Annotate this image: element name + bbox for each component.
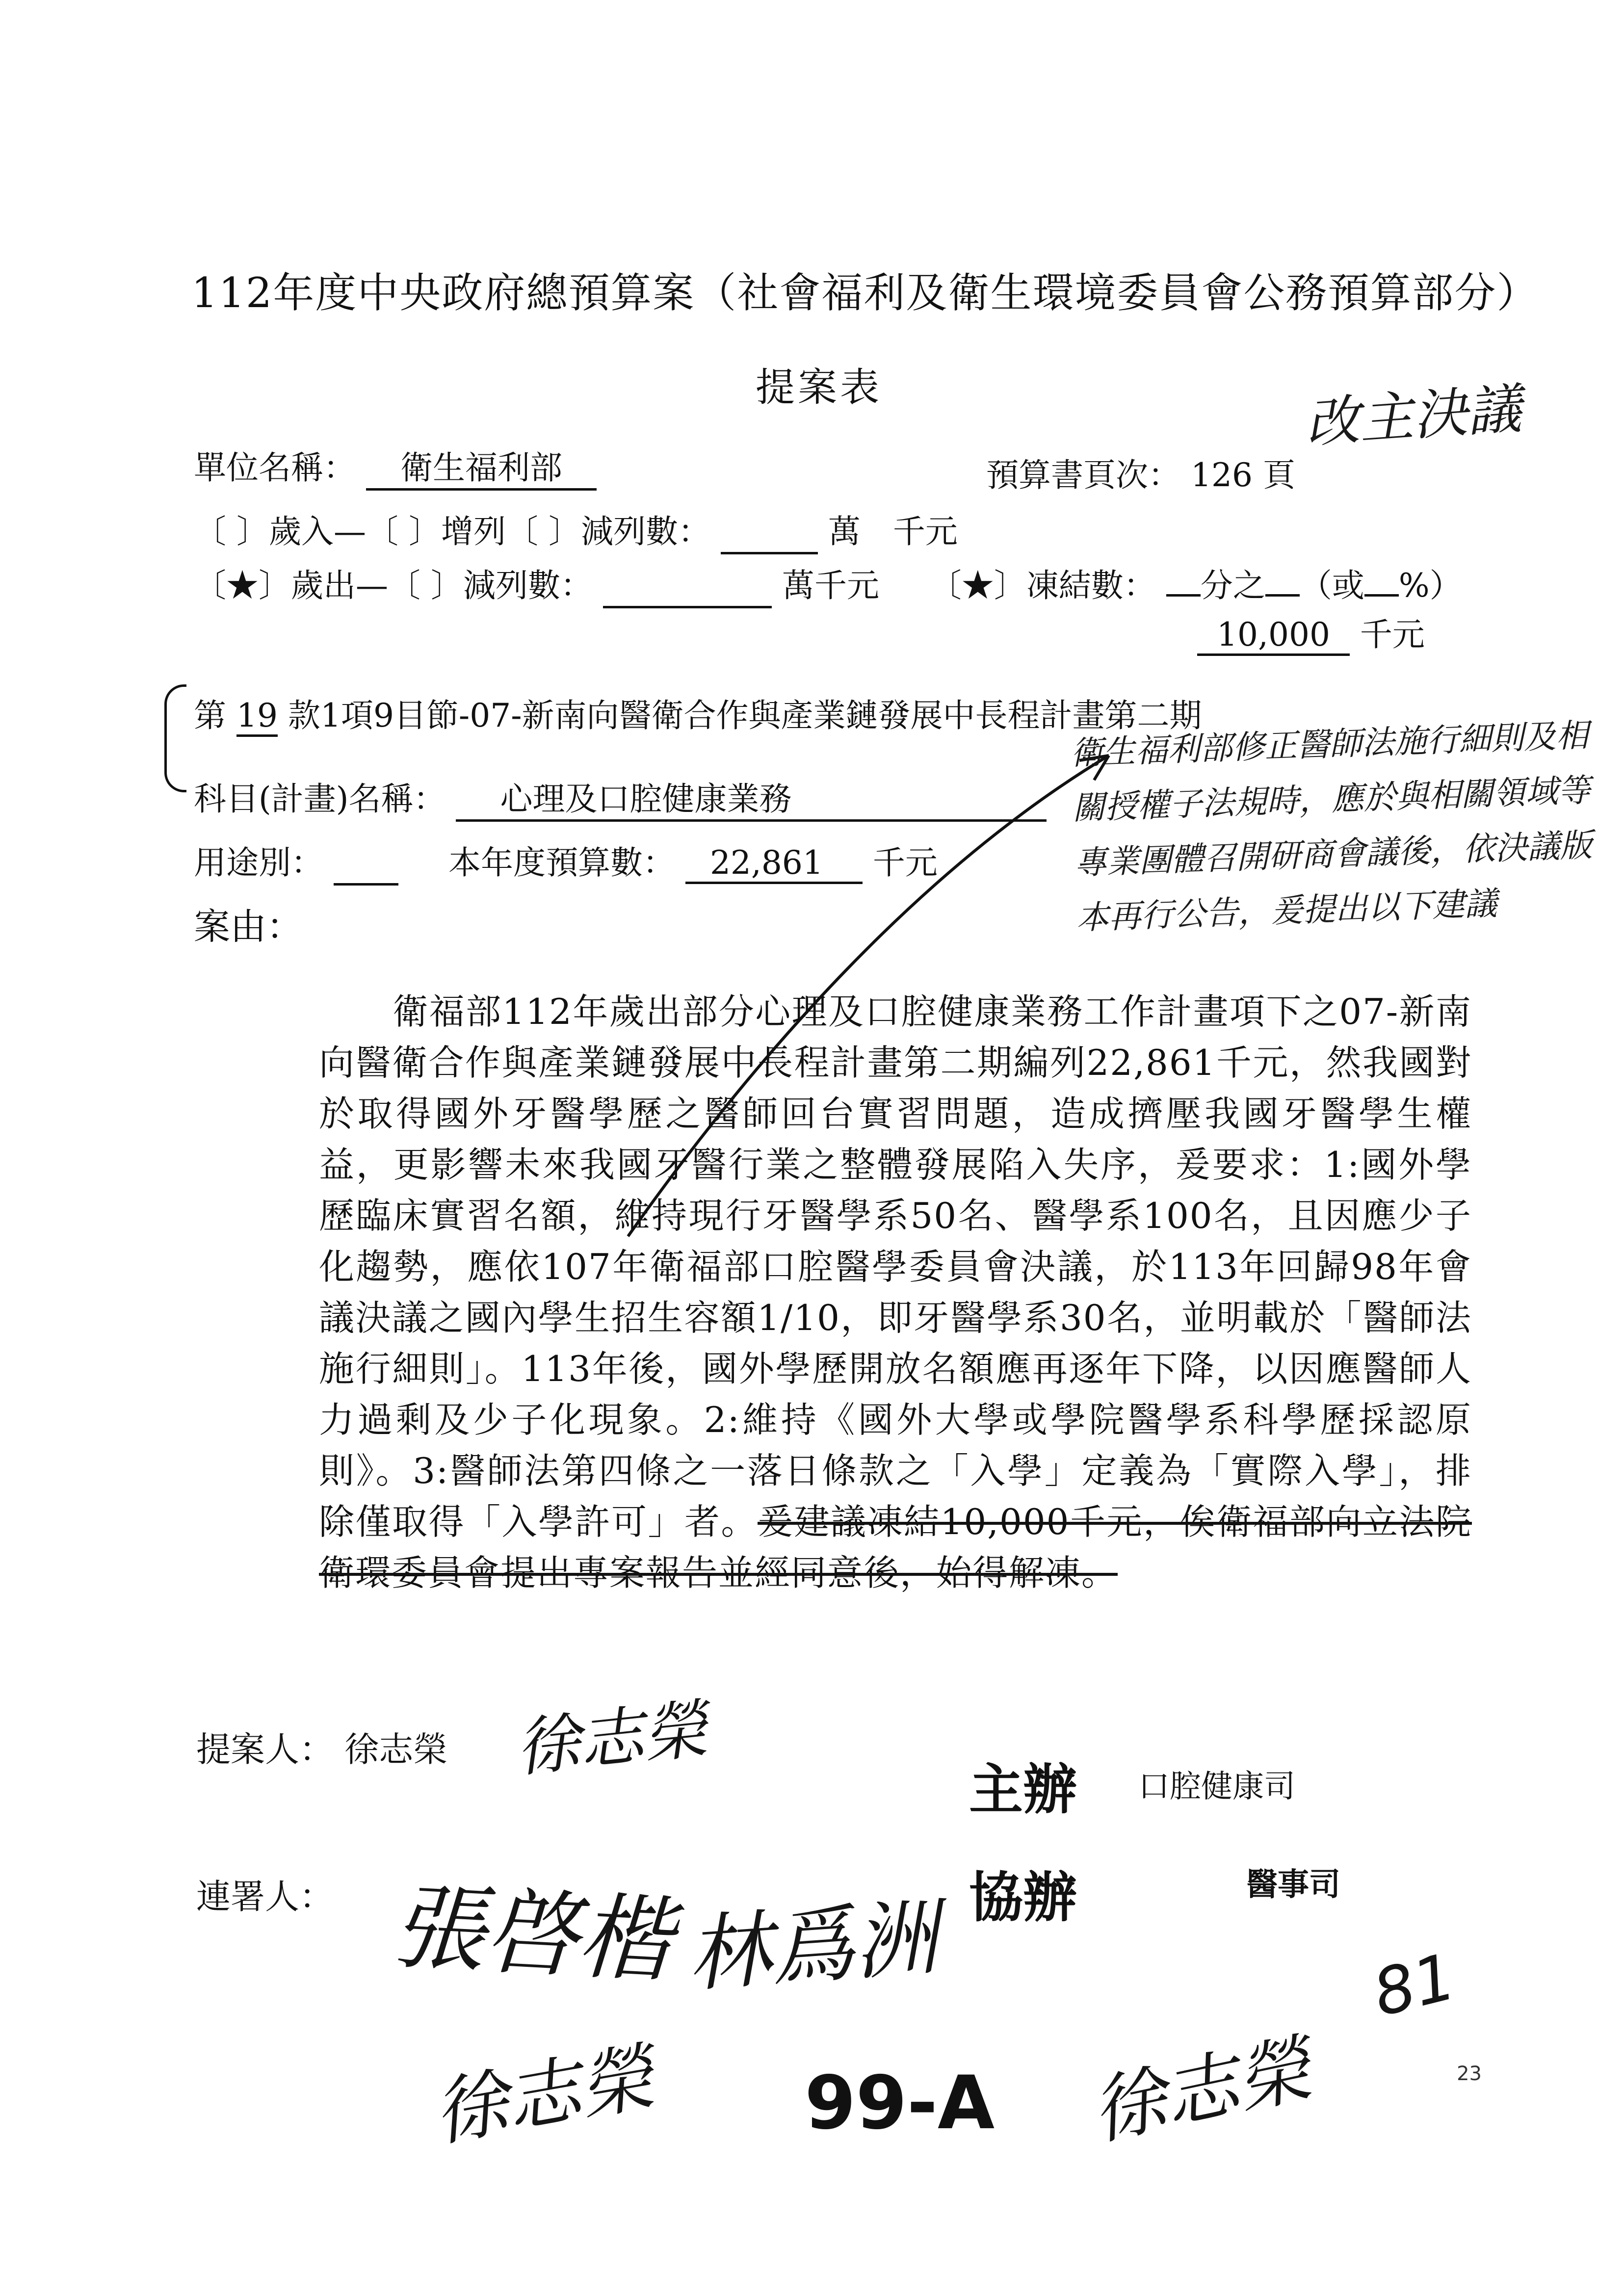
freeze-amount-row xyxy=(1197,608,1425,656)
reason-label: 案由： xyxy=(194,906,303,948)
revenue-line: 〔 〕歲入—〔 〕增列〔 〕減列數： xyxy=(194,513,710,550)
section-bracket xyxy=(164,684,186,792)
unit-row xyxy=(194,442,597,491)
assist-dept: 醫事司 xyxy=(1246,1867,1340,1903)
proposer-name: 徐志榮 xyxy=(344,1729,448,1770)
freeze-percent: （或 xyxy=(1299,567,1364,604)
expense-unit: 萬千元 xyxy=(782,567,879,604)
lead-label: 主辦 xyxy=(969,1758,1077,1821)
unit-value: 衛生福利部 xyxy=(366,442,597,491)
page-label: 預算書頁次： xyxy=(986,456,1180,494)
cosigner-signature-2: 林爲洲 xyxy=(684,1889,941,2004)
cosigner-signature-4: 徐志榮 xyxy=(1084,2026,1318,2156)
proposer-row xyxy=(196,1722,447,1772)
lead-dept: 口腔健康司 xyxy=(1138,1769,1295,1805)
cosigner-mark: 81 xyxy=(1366,1939,1463,2031)
budget-value: 22,861 xyxy=(685,844,863,884)
form-type-title: 提案表 xyxy=(756,365,882,410)
freeze-ratio: 分之 xyxy=(1200,567,1265,604)
cosigner-signature-1: 張啓楷 xyxy=(389,1873,675,1996)
usage-blank xyxy=(334,836,398,886)
reason-body xyxy=(319,986,1472,1598)
budget-label: 本年度預算數： xyxy=(448,844,675,882)
reason-paragraph: 衛福部112年歲出部分心理及口腔健康業務工作計畫項下之07-新南向醫衛合作與產業鏈發展中長程計畫第二期編列22,861千元，然我國對於取得國外牙醫學歷之醫師回台實習問題，造成擠壓我國牙醫學生權益，更影響未來我國牙醫行業之整體發展陷入失序，爰要求：1:國外學歷臨床實習名額，維持現行牙醫學系50名、醫學系100名，且因應少子化趨勢，應依107年衛福部口腔醫學委員會決議，於113年回歸98年會議決議之國內學生招生容額1/10，即牙醫學系30名，並明載於「醫師法施行細則」。113年後，國外學歷開放名額應再逐年下降，以因應醫師人力過剩及少子化現象。2:維持《國外大學或學院醫學系科學歷採認原則》。3:醫師法第四條之一落日條款之「入學」定義為「實際入學」，排除僅取得「入學許可」者。 xyxy=(319,991,1472,1542)
handwritten-note: 衛生福利部修正醫師法施行細則及相關授權子法規時，應於與相關領域等專業團體召開研商會議後，依決議版本再行公告，爰提出以下建議 xyxy=(1070,716,1593,937)
budget-unit: 千元 xyxy=(872,844,938,882)
subject-label: 科目(計畫)名稱： xyxy=(194,780,446,818)
proposer-signature: 徐志榮 xyxy=(512,1691,710,1786)
page-value: 126 xyxy=(1190,456,1253,494)
section-text: 款1項9目節-07-新南向醫衛合作與產業鏈發展中長程計畫第二期 xyxy=(288,697,1202,734)
freeze-label: 〔★〕凍結數： xyxy=(929,567,1156,604)
expense-row xyxy=(194,559,1462,608)
struck-freeze-text: 爰建議凍結10,000千元，俟衛福部向立法院衛環委員會提出專案報告並經同意後，始得解凍。 xyxy=(319,1501,1472,1593)
revenue-unit: 萬 千元 xyxy=(828,513,958,550)
page-unit: 頁 xyxy=(1262,456,1295,494)
freeze-amount-unit: 千元 xyxy=(1360,616,1425,653)
cosigner-label: 連署人： xyxy=(196,1877,334,1917)
section-number: 19 xyxy=(236,697,278,737)
page-number: 23 xyxy=(1457,2062,1482,2085)
handwritten-decision: 改主決議 xyxy=(1303,377,1523,455)
freeze-amount: 10,000 xyxy=(1197,616,1350,656)
cosigner-signature-3: 徐志榮 xyxy=(427,2035,660,2157)
usage-label: 用途別： xyxy=(194,844,323,882)
center-mark: 99-A xyxy=(805,2061,995,2146)
unit-label: 單位名稱： xyxy=(194,449,356,487)
revenue-blank xyxy=(721,505,818,554)
expense-line: 〔★〕歲出—〔 〕減列數： xyxy=(194,567,593,604)
expense-blank xyxy=(603,559,772,608)
assist-label: 協辦 xyxy=(969,1866,1077,1929)
revenue-row xyxy=(194,505,958,554)
subject-value: 心理及口腔健康業務 xyxy=(456,773,1047,822)
budget-page-row xyxy=(986,449,1295,496)
freeze-percent-close: %） xyxy=(1398,567,1462,604)
document-title: 112年度中央政府總預算案（社會福利及衛生環境委員會公務預算部分） xyxy=(191,269,1539,317)
section-prefix: 第 xyxy=(194,697,226,734)
proposer-label: 提案人： xyxy=(196,1729,334,1770)
